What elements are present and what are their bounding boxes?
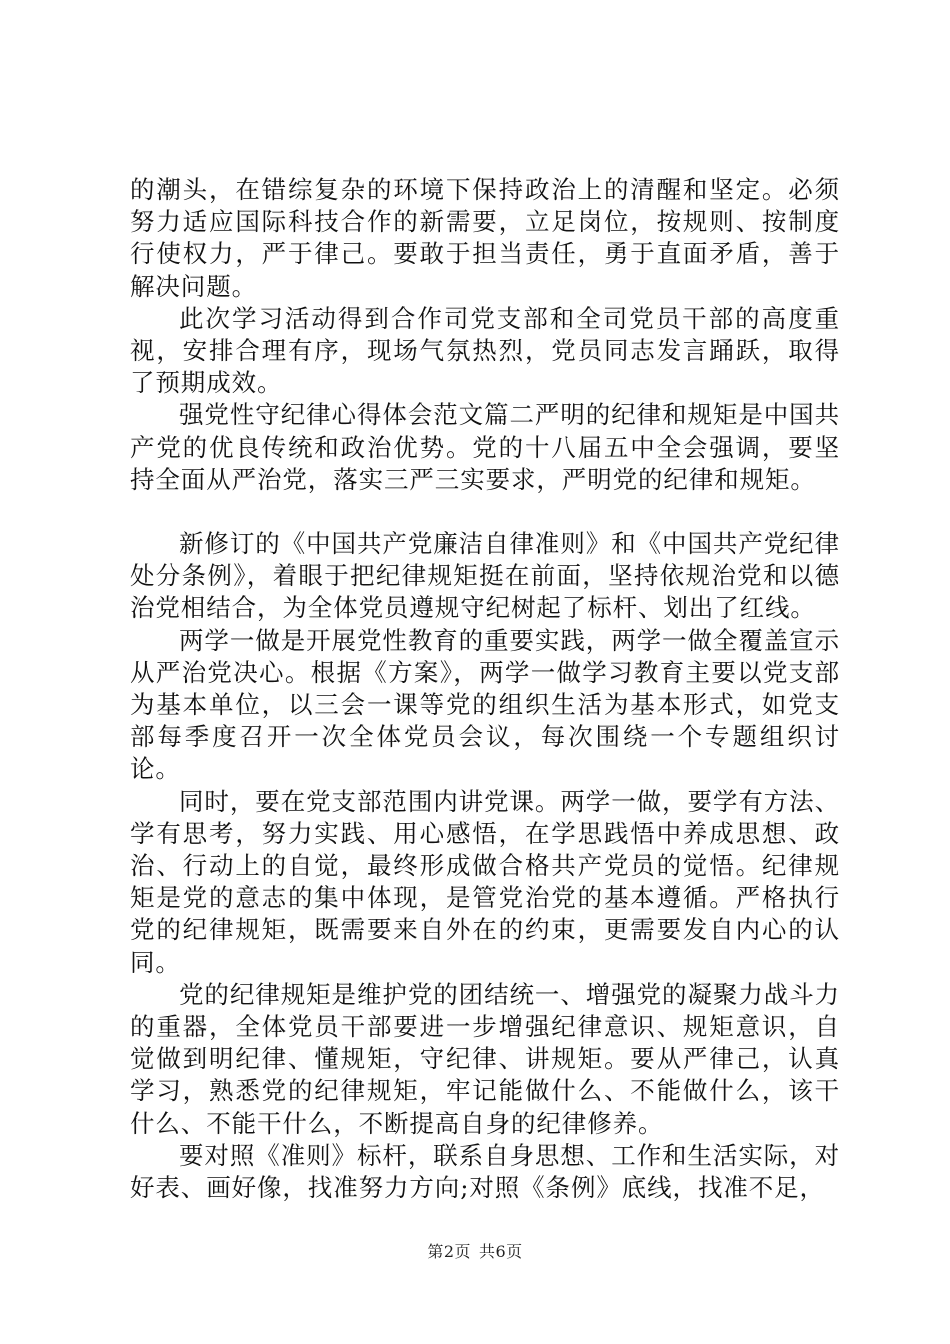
paragraph-continuation: 的潮头，在错综复杂的环境下保持政治上的清醒和坚定。必须努力适应国际科技合作的新需要，立足岗位，按规则、按制度行使权力，严于律己。要敢于担当责任，勇于直面矛盾，善于解决问题。 <box>130 175 840 301</box>
paragraph-discipline-rules: 党的纪律规矩是维护党的团结统一、增强党的凝聚力战斗力的重器，全体党员干部要进一步增强纪律意识、规矩意识，自觉做到明纪律、懂规矩，守纪律、讲规矩。要从严律己，认真学习，熟悉党的纪律规矩，牢记能做什么、不能做什么，该干什么、不能干什么，不断提高自身的纪律修养。 <box>130 979 840 1138</box>
paragraph-article-two-intro: 强党性守纪律心得体会范文篇二严明的纪律和规矩是中国共产党的优良传统和政治优势。党的十八届五中全会强调，要坚持全面从严治党，落实三严三实要求，严明党的纪律和规矩。 <box>130 400 840 494</box>
paragraph-two-studies: 两学一做是开展党性教育的重要实践，两学一做全覆盖宣示从严治党决心。根据《方案》，两学一做学习教育主要以党支部为基本单位，以三会一课等党的组织生活为基本形式，如党支部每季度召开一次全体党员会议，每次围绕一个专题组织讨论。 <box>130 625 840 784</box>
paragraph-party-lecture: 同时，要在党支部范围内讲党课。两学一做，要学有方法、学有思考，努力实践、用心感悟，在学思践悟中养成思想、政治、行动上的自觉，最终形成做合格共产党员的觉悟。纪律规矩是党的意志的集中体现，是管党治党的基本遵循。严格执行党的纪律规矩，既需要来自外在的约束，更需要发自内心的认同。 <box>130 786 840 977</box>
page-footer <box>0 1242 950 1262</box>
paragraph-revised-rules: 新修订的《中国共产党廉洁自律准则》和《中国共产党纪律处分条例》，着眼于把纪律规矩挺在前面，坚持依规治党和以德治党相结合，为全体党员遵规守纪树起了标杆、划出了红线。 <box>130 529 840 623</box>
paragraph-study-activity: 此次学习活动得到合作司党支部和全司党员干部的高度重视，安排合理有序，现场气氛热烈，党员同志发言踊跃，取得了预期成效。 <box>130 303 840 398</box>
document-body <box>130 174 840 1204</box>
paragraph-compare-standards: 要对照《准则》标杆，联系自身思想、工作和生活实际，对好表、画好像，找准努力方向;对照《条例》底线，找准不足， <box>130 1140 840 1203</box>
page-total: 共6页 <box>479 1242 523 1261</box>
page-number: 第2页 <box>427 1242 471 1261</box>
